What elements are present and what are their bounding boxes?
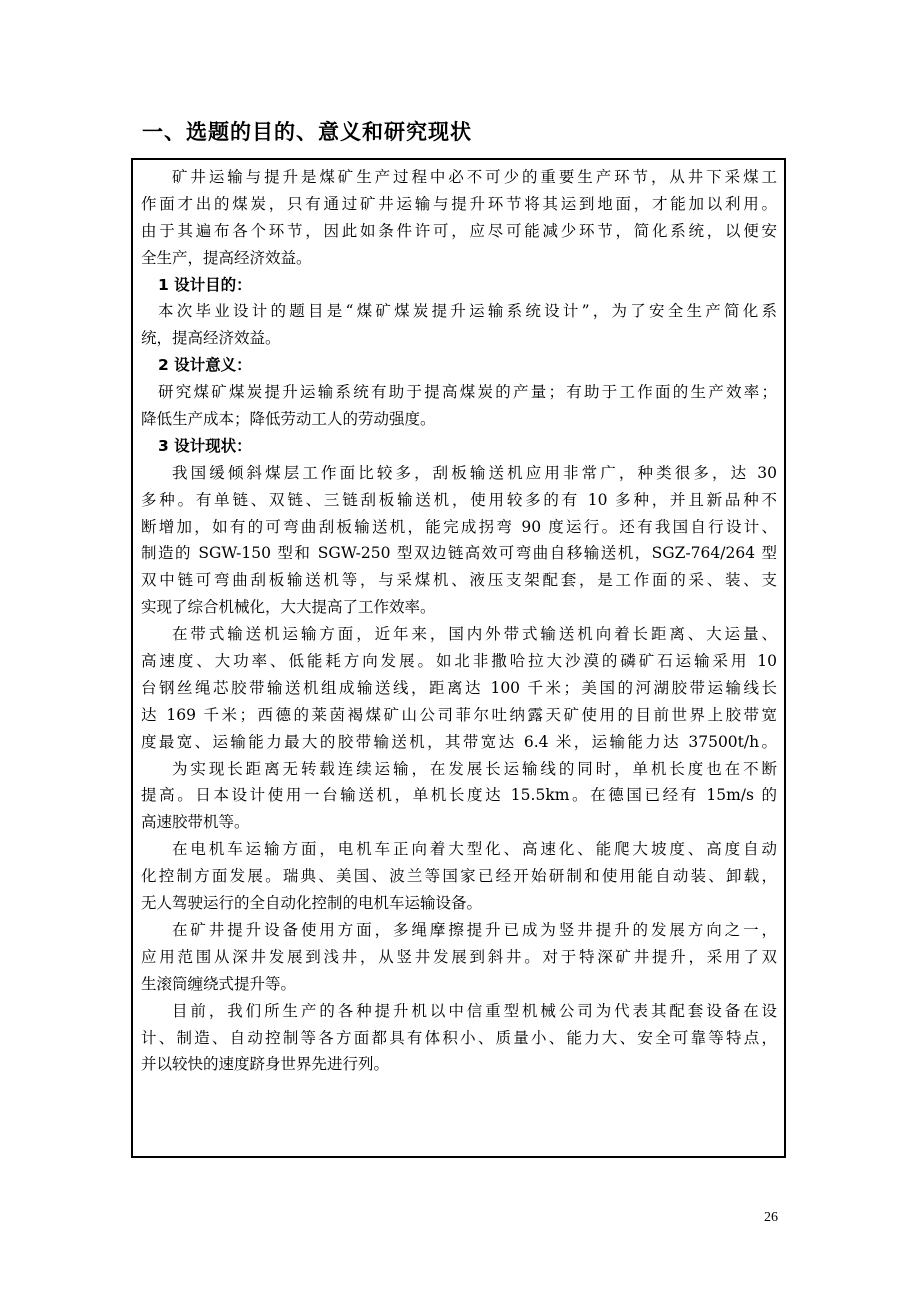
status-para1-line: 多种。有单链、双链、三链刮板输送机，使用较多的有 10 多种，并且新品种不 xyxy=(141,490,777,509)
status-para1-line: 我国缓倾斜煤层工作面比较多，刮板输送机应用非常广，种类很多，达 30 xyxy=(172,463,777,482)
intro-line: 作面才出的煤炭，只有通过矿井运输与提升环节将其运到地面，才能加以利用。 xyxy=(141,194,777,213)
status-para4-line: 在电机车运输方面，电机车正向着大型化、高速化、能爬大坡度、高度自动 xyxy=(172,840,777,859)
status-para1-line: 制造的 SGW-150 型和 SGW-250 型双边链高效可弯曲自移输送机，SGZ-764/264 型 xyxy=(141,544,777,563)
purpose-line: 统，提高经济效益。 xyxy=(141,329,281,348)
purpose-heading: 1 设计目的： xyxy=(158,275,252,294)
content-text xyxy=(141,164,777,1078)
intro-line: 由于其遍布各个环节，因此如条件许可，应尽可能减少环节，简化系统，以便安 xyxy=(141,221,777,240)
significance-line: 研究煤矿煤炭提升运输系统有助于提高煤炭的产量；有助于工作面的生产效率； xyxy=(158,383,777,402)
status-para6-line: 目前，我们所生产的各种提升机以中信重型机械公司为代表其配套设备在设 xyxy=(172,1001,777,1020)
section-title: 一、选题的目的、意义和研究现状 xyxy=(142,120,472,144)
status-para4-line: 无人驾驶运行的全自动化控制的电机车运输设备。 xyxy=(141,894,483,913)
intro-line: 矿井运输与提升是煤矿生产过程中必不可少的重要生产环节，从井下采煤工 xyxy=(172,168,777,186)
significance-heading: 2 设计意义： xyxy=(158,356,252,375)
status-para5-line: 生滚筒缠绕式提升等。 xyxy=(141,974,297,993)
status-para2-line: 台钢丝绳芯胶带输送机组成输送线，距离达 100 千米；美国的河湖胶带运输线长 xyxy=(141,678,777,697)
purpose-line: 本次毕业设计的题目是“煤矿煤炭提升运输系统设计”，为了安全生产简化系 xyxy=(158,302,777,321)
status-para3-line: 提高。日本设计使用一台输送机，单机长度达 15.5km。在德国已经有 15m/s 的 xyxy=(141,786,777,805)
status-para3-line: 高速胶带机等。 xyxy=(141,813,250,832)
status-para6-line: 并以较快的速度跻身世界先进行列。 xyxy=(141,1055,390,1074)
content-box xyxy=(131,158,786,1158)
status-para2-line: 在带式输送机运输方面，近年来，国内外带式输送机向着长距离、大运量、 xyxy=(172,625,777,644)
status-para6-line: 计、制造、自动控制等各方面都具有体积小、质量小、能力大、安全可靠等特点， xyxy=(141,1028,777,1047)
status-para2-line: 度最宽、运输能力最大的胶带输送机，其带宽达 6.4 米，运输能力达 37500t/h。 xyxy=(141,732,777,751)
status-para1-line: 双中链可弯曲刮板输送机等，与采煤机、液压支架配套，是工作面的采、装、支 xyxy=(141,571,777,590)
status-para1-line: 断增加，如有的可弯曲刮板输送机，能完成拐弯 90 度运行。还有我国自行设计、 xyxy=(141,517,777,536)
status-para1-line: 实现了综合机械化，大大提高了工作效率。 xyxy=(141,598,436,617)
status-para5-line: 在矿井提升设备使用方面，多绳摩擦提升已成为竖井提升的发展方向之一， xyxy=(172,920,777,939)
status-para2-line: 达 169 千米；西德的莱茵褐煤矿山公司菲尔吐纳露天矿使用的目前世界上胶带宽 xyxy=(141,705,777,724)
status-para4-line: 化控制方面发展。瑞典、美国、波兰等国家已经开始研制和使用能自动装、卸载， xyxy=(141,867,777,886)
status-heading: 3 设计现状： xyxy=(158,436,252,455)
status-para2-line: 高速度、大功率、低能耗方向发展。如北非撒哈拉大沙漠的磷矿石运输采用 10 xyxy=(141,652,777,671)
intro-line: 全生产，提高经济效益。 xyxy=(141,248,312,267)
status-para3-line: 为实现长距离无转载连续运输，在发展长运输线的同时，单机长度也在不断 xyxy=(172,759,777,778)
significance-line: 降低生产成本；降低劳动工人的劳动强度。 xyxy=(141,410,436,429)
page-number: 26 xyxy=(764,1210,778,1225)
status-para5-line: 应用范围从深井发展到浅井，从竖井发展到斜井。对于特深矿井提升，采用了双 xyxy=(141,947,777,966)
